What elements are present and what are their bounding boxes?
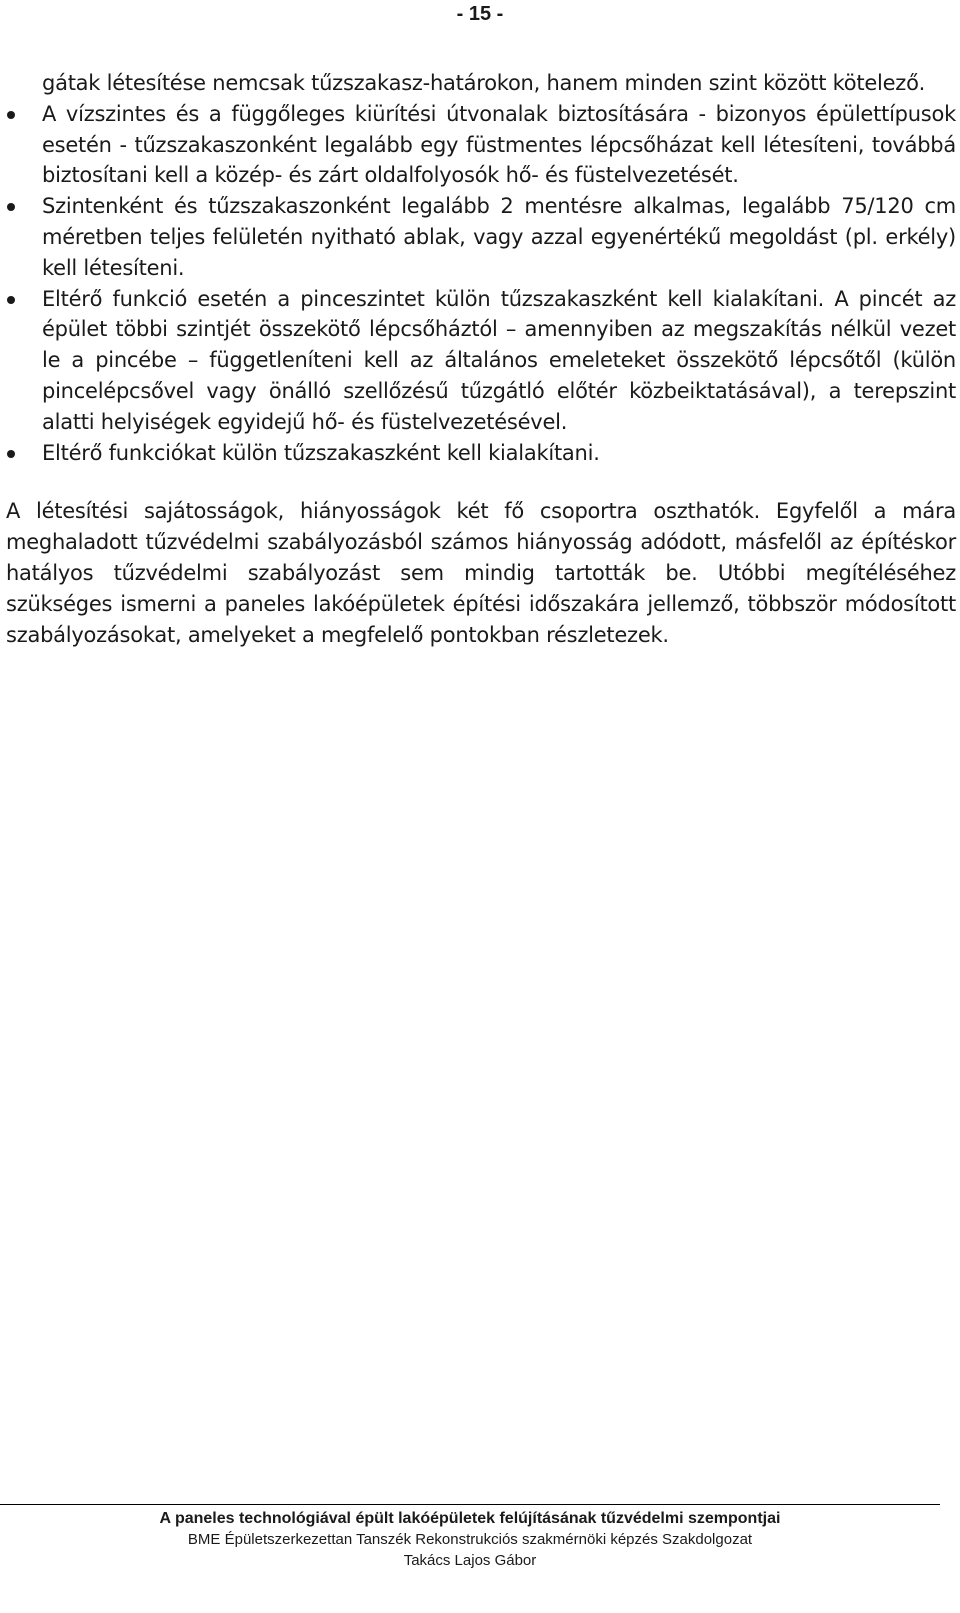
page-number: - 15 -	[456, 3, 504, 25]
footer-author: Takács Lajos Gábor	[403, 1552, 537, 1569]
list-item-text: Eltérő funkciókat külön tűzszakaszként kell kialakítani.	[42, 440, 600, 465]
list-item-text: Szintenként és tűzszakaszonként legalább 2 mentésre alkalmas, legalább 75/120 cm méretben teljes felületén nyitható ablak, vagy azzal egyenértékű megoldást (pl. erkély) kell létesíteni.	[42, 194, 956, 280]
body-paragraph: A létesítési sajátosságok, hiányosságok két fő csoportra oszthatók. Egyfelől a mára meghaladott tűzvédelmi szabályozásból számos hiányosság adódott, másfelől az építéskor hatályos tűzvédelmi szabályozást sem mindig tartották be. Utóbbi megítéléséhez szükséges ismerni a paneles lakóépületek építési időszakára jellemző, többször módosított szabályozásokat, amelyeket a megfelelő pontokban részletezek.	[6, 499, 956, 647]
bullet-icon	[7, 111, 15, 119]
list-item	[6, 284, 956, 438]
continuation-text: gátak létesítése nemcsak tűzszakasz-határokon, hanem minden szint között kötelező.	[42, 71, 926, 95]
footer-institution: BME Épületszerkezettan Tanszék Rekonstrukciós szakmérnöki képzés Szakdolgozat	[187, 1531, 753, 1548]
list-item	[6, 99, 956, 191]
bullet-icon	[7, 450, 15, 458]
list-item	[6, 191, 956, 283]
document-body	[6, 68, 956, 650]
list-item	[6, 438, 956, 469]
bullet-icon	[7, 203, 15, 211]
list-item-text: Eltérő funkció esetén a pinceszintet külön tűzszakaszként kell kialakítani. A pincét az épület többi szintjét összekötő lépcsőháztól – amennyiben az megszakítás nélkül vezet le a pincébe – függetleníteni kell az általános emeleteket összekötő lépcsőtől (külön pincelépcsővel vagy önálló szellőzésű tűzgátló előtér közbeiktatásával), a terepszint alatti helyiségek egyidejű hő- és füstelvezetésével.	[42, 286, 956, 434]
requirements-list	[6, 99, 956, 469]
page-footer	[0, 1504, 940, 1571]
bullet-icon	[7, 296, 15, 304]
footer-title: A paneles technológiával épült lakóépületek felújításának tűzvédelmi szempontjai	[159, 1510, 781, 1527]
list-item-text: A vízszintes és a függőleges kiürítési útvonalak biztosítására - bizonyos épülettípusok esetén - tűzszakaszonként legalább egy füstmentes lépcsőházat kell létesíteni, továbbá biztosítani kell a közép- és zárt oldalfolyosók hő- és füstelvezetését.	[42, 101, 956, 188]
footer-divider	[0, 1504, 940, 1505]
